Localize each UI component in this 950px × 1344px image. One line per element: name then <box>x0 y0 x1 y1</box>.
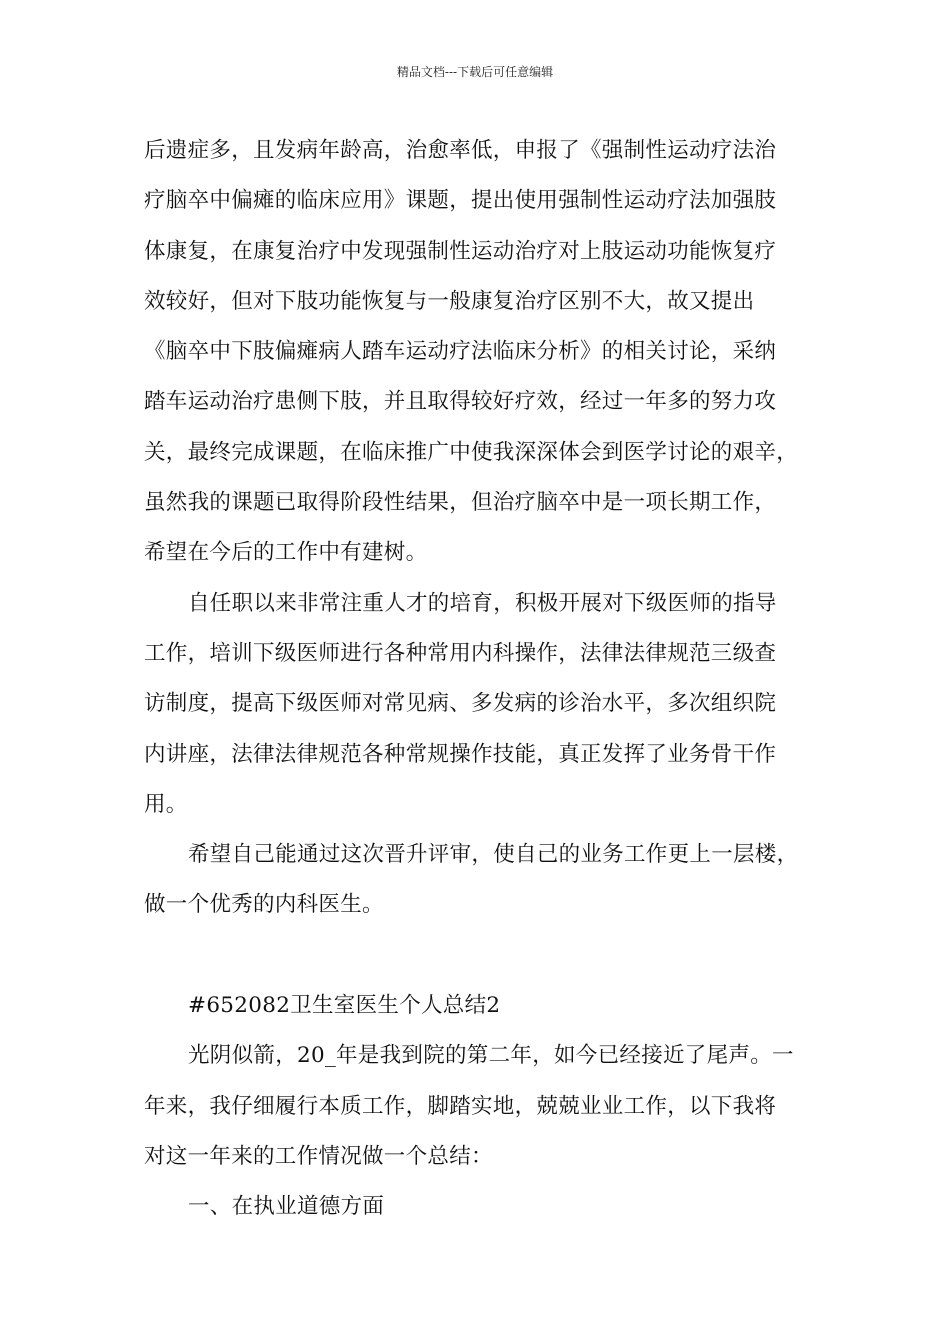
paragraph-line: 疗脑卒中偏瘫的临床应用》课题，提出使用强制性运动疗法加强肢 <box>144 188 777 214</box>
paragraph-line: 踏车运动治疗患侧下肢，并且取得较好疗效，经过一年多的努力攻 <box>144 389 777 415</box>
subsection-heading: 一、在执业道德方面 <box>188 1194 385 1220</box>
paragraph-line: 工作，培训下级医师进行各种常用内科操作，法律法律规范三级查 <box>144 640 777 666</box>
paragraph-line: 虽然我的课题已取得阶段性结果，但治疗脑卒中是一项长期工作， <box>144 490 777 516</box>
paragraph-line: 希望自己能通过这次晋升评审，使自己的业务工作更上一层楼， <box>188 842 799 868</box>
paragraph-line: 访制度，提高下级医师对常见病、多发病的诊治水平，多次组织院 <box>144 691 777 717</box>
paragraph-line: 效较好，但对下肢功能恢复与一般康复治疗区别不大，故又提出 <box>144 288 755 314</box>
paragraph-line: 体康复，在康复治疗中发现强制性运动治疗对上肢运动功能恢复疗 <box>144 238 777 264</box>
document-body <box>144 126 820 1233</box>
paragraph-line: 内讲座，法律法律规范各种常规操作技能，真正发挥了业务骨干作 <box>144 741 777 767</box>
paragraph-line: 光阴似箭，20_年是我到院的第二年，如今已经接近了尾声。一 <box>188 1043 794 1069</box>
paragraph-line: 后遗症多，且发病年龄高，治愈率低，申报了《强制性运动疗法治 <box>144 138 777 163</box>
page-header: 精品文档---下载后可任意编辑 <box>396 65 554 79</box>
blank-line <box>144 931 820 981</box>
paragraph-line: 年来，我仔细履行本质工作，脚踏实地，兢兢业业工作，以下我将 <box>144 1093 777 1119</box>
paragraph-line: 《脑卒中下肢偏瘫病人踏车运动疗法临床分析》的相关讨论，采纳 <box>144 339 777 365</box>
paragraph-line: 对这一年来的工作情况做一个总结： <box>144 1143 493 1169</box>
paragraph-line: 希望在今后的工作中有建树。 <box>144 540 428 566</box>
paragraph-line: 自任职以来非常注重人才的培育，积极开展对下级医师的指导 <box>188 590 777 616</box>
paragraph-line: 用。 <box>144 791 188 817</box>
paragraph-line: 关，最终完成课题，在临床推广中使我深深体会到医学讨论的艰辛， <box>144 439 799 465</box>
paragraph-line: 做一个优秀的内科医生。 <box>144 892 384 918</box>
section-title: #652082卫生室医生个人总结2 <box>188 993 501 1019</box>
